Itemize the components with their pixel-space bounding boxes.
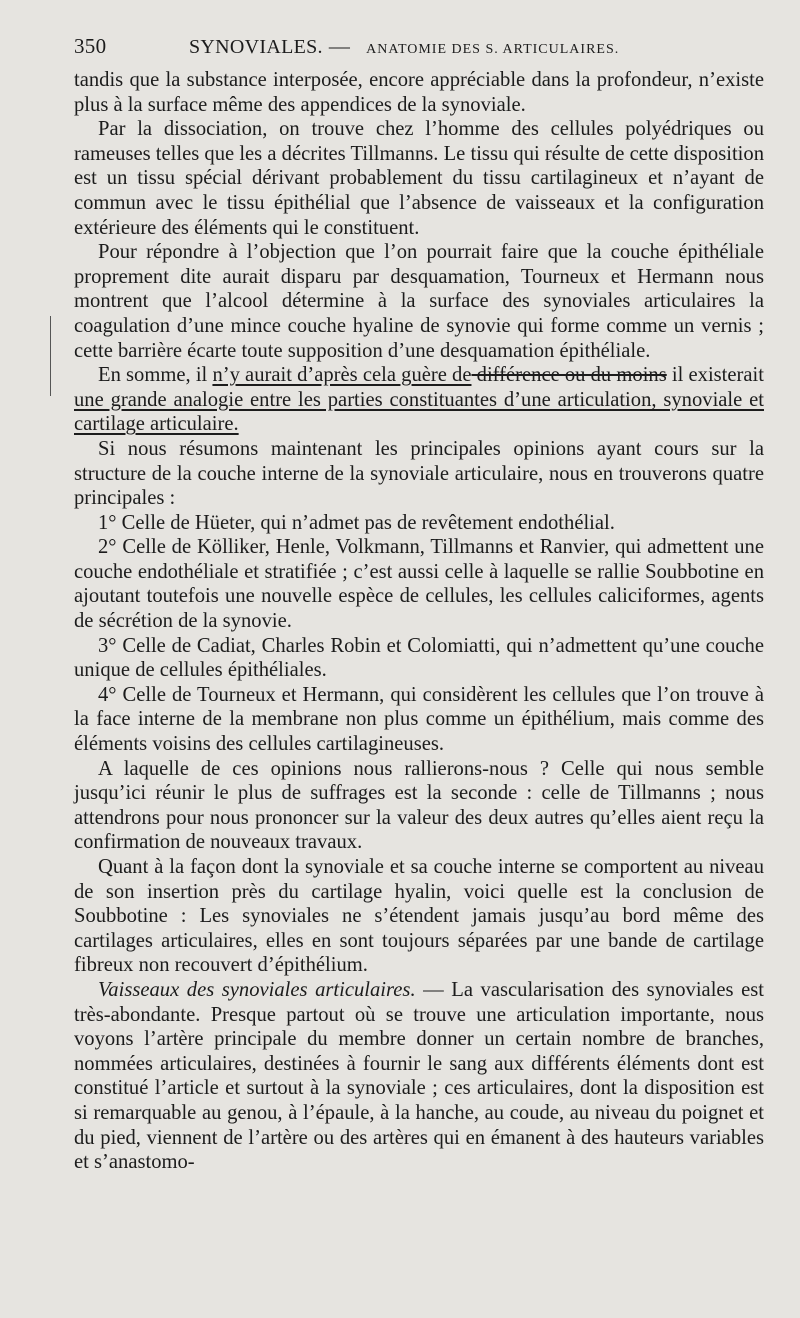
running-subtitle: ANATOMIE DES S. ARTICULAIRES.	[366, 42, 620, 57]
text-segment: — La vascularisation des synoviales est très-abondante. Presque partout où se trouve une articulation importante, nous voyons l’artère principale du membre donner un certain nombre de branches, nommées articulaires, destinées à fournir le sang aux différents éléments dont est constitué l’article et surtout à la synoviale ; ces articulaires, dont la disposition est si remarquable au genou, à l’épaule, à la hanche, au coude, au niveau du poignet et du pied, viennent de l’artère ou des artères qui en émanent à des hauteurs variables et s’anastomo-	[74, 978, 764, 1174]
page-header	[74, 34, 764, 64]
list-item-4: 4° Celle de Tourneux et Hermann, qui considèrent les cellules que l’on trouve à la face interne de la membrane non plus comme un épithélium, mais comme des éléments voisins des cellules cartilagineuses.	[74, 683, 764, 756]
text-segment: En somme, il	[98, 364, 213, 387]
paragraph-continuation: tandis que la substance interposée, encore appréciable dans la profondeur, n’existe plus à la surface même des appendices de la synoviale.	[74, 69, 764, 116]
margin-pencil-mark	[50, 316, 51, 396]
section-heading-italic: Vaisseaux des synoviales articulaires.	[98, 978, 416, 1001]
text-segment: il existerait	[666, 364, 764, 387]
list-item-2: 2° Celle de Kölliker, Henle, Volkmann, Tillmanns et Ranvier, qui admettent une couche endothéliale et stratifiée ; c’est aussi celle à laquelle se rallie Soubbotine en ajoutant toutefois une nouvelle espèce de cellules, les cellules caliciformes, agents de sécrétion de la synovie.	[74, 536, 764, 633]
page-number: 350	[74, 34, 107, 58]
running-title: SYNOVIALES.	[189, 36, 323, 58]
paragraph-dissociation: Par la dissociation, on trouve chez l’homme des cellules polyédriques ou rameuses telles que les a décrites Tillmanns. Le tissu qui résulte de cette disposition est un tissu spécial dérivant probablement du tissu cartilagineux et n’ayant de commun avec le tissu épithélial que l’absence de vaisseaux et la configuration extérieure des éléments qui le constituent.	[74, 118, 764, 239]
list-item-3: 3° Celle de Cadiat, Charles Robin et Colomiatti, qui n’admettent qu’une couche unique de cellules épithéliales.	[74, 634, 764, 682]
header-separator: —	[328, 34, 351, 58]
underlined-text: une grande analogie entre les parties constituantes d’une articulation, synoviale et cartilage articulaire.	[74, 388, 764, 436]
paragraph-opinions-intro: Si nous résumons maintenant les principales opinions ayant cours sur la structure de la couche interne de la synoviale articulaire, nous en trouverons quatre principales :	[74, 437, 764, 510]
paragraph-vaisseaux	[74, 978, 764, 1175]
underlined-text: n’y aurait d’après cela guère de	[212, 364, 472, 387]
paragraph-insertion: Quant à la façon dont la synoviale et sa couche interne se comportent au niveau de son insertion près du cartilage hyalin, voici quelle est la conclusion de Soubbotine : Les synoviales ne s’étendent jamais jusqu’au bord même des cartilages articulaires, elles en sont toujours séparées par une bande de cartilage fibreux non recouvert d’épithélium.	[74, 856, 764, 977]
paragraph-en-somme	[74, 363, 764, 437]
paragraph-objection: Pour répondre à l’objection que l’on pourrait faire que la couche épithéliale proprement dite aurait disparu par desquamation, Tourneux et Hermann nous montrent que l’alcool détermine à la surface des synoviales articulaires la coagulation d’une mince couche hyaline de synovie qui forme comme un vernis ; cette barrière écarte toute supposition d’une desquamation épithéliale.	[74, 241, 764, 362]
struck-text: différence ou du moins	[471, 364, 667, 387]
paragraph-conclusion-opinions: A laquelle de ces opinions nous rallierons-nous ? Celle qui nous semble jusqu’ici réunir le plus de suffrages est la seconde : celle de Tillmanns ; nous attendrons pour nous prononcer sur la valeur des deux autres qu’elles aient reçu la confirmation de nouveaux travaux.	[74, 757, 764, 854]
list-item-1: 1° Celle de Hüeter, qui n’admet pas de revêtement endothélial.	[98, 511, 615, 534]
